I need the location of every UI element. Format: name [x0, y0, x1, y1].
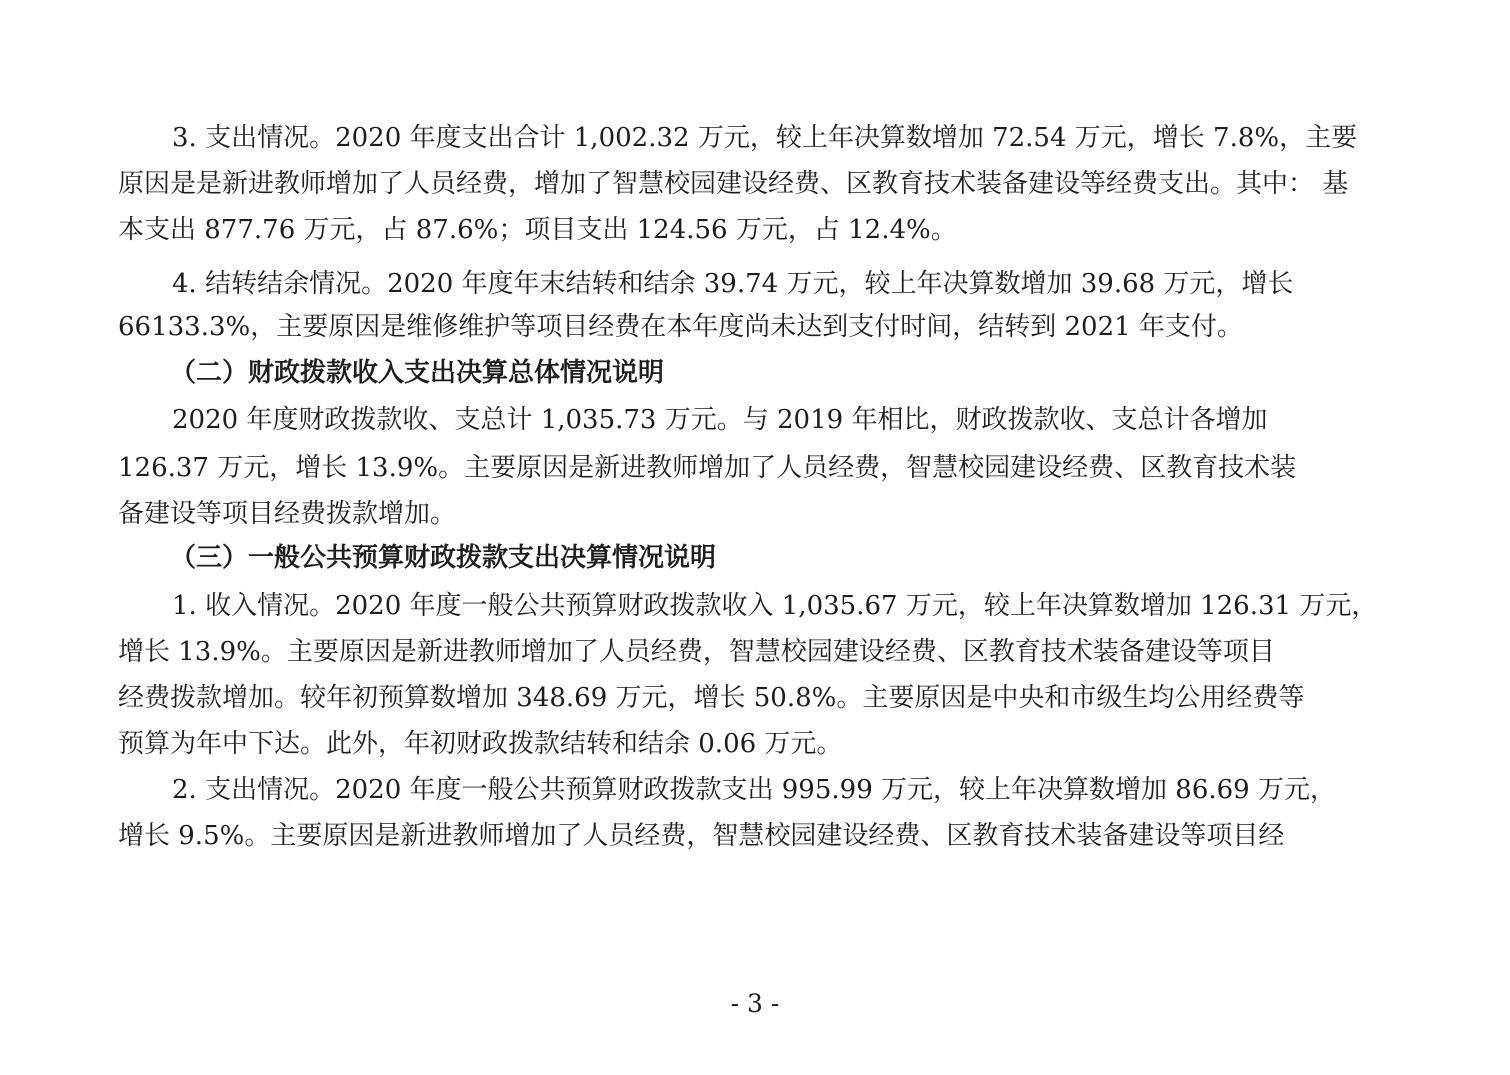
paragraph-line: 备建设等项目经费拨款增加。	[118, 499, 457, 529]
paragraph-line: 2020 年度财政拨款收、支总计 1,035.73 万元。与 2019 年相比，财政拨款收、支总计各增加	[172, 405, 1268, 435]
paragraph-line: 原因是是新进教师增加了人员经费，增加了智慧校园建设经费、区教育技术装备建设等经费支出。其中： 基	[118, 169, 1349, 199]
paragraph-line: 增长 13.9%。主要原因是新进教师增加了人员经费，智慧校园建设经费、区教育技术装备建设等项目	[118, 637, 1275, 667]
paragraph-line: 经费拨款增加。较年初预算数增加 348.69 万元，增长 50.8%。主要原因是中央和市级生均公用经费等	[118, 683, 1305, 713]
paragraph-line: 2. 支出情况。2020 年度一般公共预算财政拨款支出 995.99 万元，较上年决算数增加 86.69 万元，	[172, 775, 1336, 805]
paragraph-line: 1. 收入情况。2020 年度一般公共预算财政拨款收入 1,035.67 万元，较上年决算数增加 126.31 万元，	[172, 591, 1378, 621]
paragraph-line: 预算为年中下达。此外，年初财政拨款结转和结余 0.06 万元。	[118, 729, 843, 759]
section-heading: （三）一般公共预算财政拨款支出决算情况说明	[170, 543, 717, 573]
page-number: - 3 -	[730, 989, 780, 1018]
paragraph-line: 本支出 877.76 万元，占 87.6%；项目支出 124.56 万元，占 12.4%。	[118, 215, 957, 245]
paragraph-line: 4. 结转结余情况。2020 年度年末结转和结余 39.74 万元，较上年决算数增加 39.68 万元，增长	[172, 269, 1294, 299]
paragraph-line: 增长 9.5%。主要原因是新进教师增加了人员经费，智慧校园建设经费、区教育技术装备建设等项目经	[118, 821, 1285, 851]
paragraph-line: 3. 支出情况。2020 年度支出合计 1,002.32 万元，较上年决算数增加 72.54 万元，增长 7.8%，主要	[172, 123, 1358, 153]
paragraph-line: 126.37 万元，增长 13.9%。主要原因是新进教师增加了人员经费，智慧校园建设经费、区教育技术装	[118, 453, 1297, 483]
paragraph-line: 66133.3%，主要原因是维修维护等项目经费在本年度尚未达到支付时间，结转到 2021 年支付。	[118, 312, 1243, 342]
section-heading: （二）财政拨款收入支出决算总体情况说明	[170, 358, 665, 388]
